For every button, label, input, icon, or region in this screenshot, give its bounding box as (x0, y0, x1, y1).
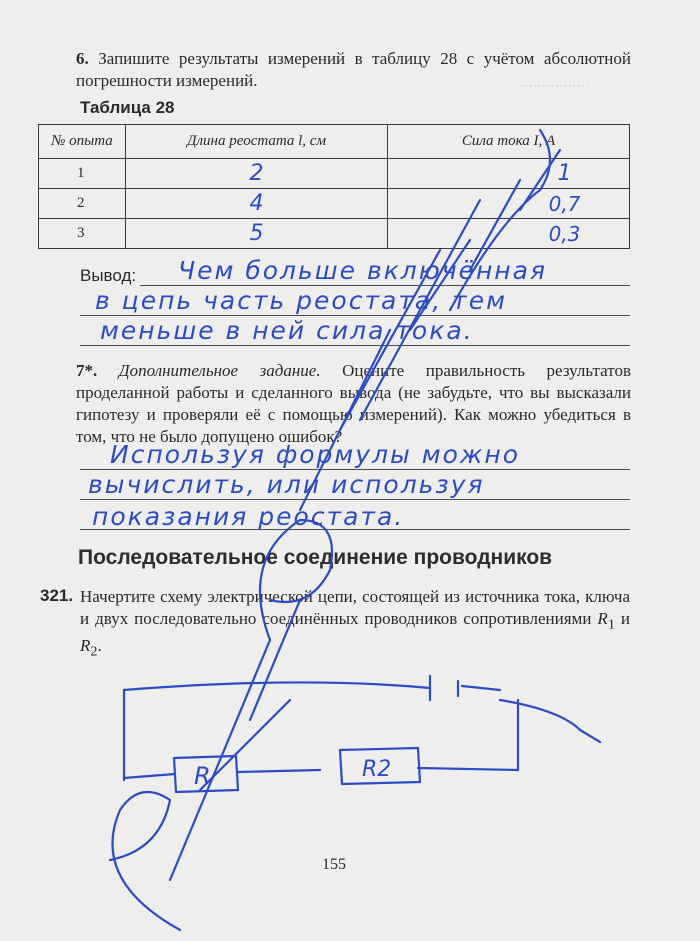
circuit-wire-bottom (418, 768, 518, 770)
circuit-wire-bottom (238, 770, 320, 772)
column-header: № опыта (39, 125, 126, 159)
current-value: 1 (388, 159, 630, 189)
answer-handwriting: показания реостата. (92, 502, 405, 531)
table-caption: Таблица 28 (80, 98, 175, 117)
r1-label: R (194, 762, 211, 790)
row-number: 2 (39, 189, 126, 219)
scribble-stroke (260, 520, 332, 640)
scribble-stroke (110, 792, 180, 930)
task-6-body: Запишите результаты измерений в таблицу 28 с учётом абсолютной погрешности измерений. (76, 49, 632, 90)
r2-label: R2 (362, 757, 392, 782)
conclusion-label: Вывод: (80, 266, 137, 285)
task-321-and: и (614, 609, 630, 628)
scribble-stroke (300, 250, 440, 510)
circuit-wire-top (462, 686, 500, 690)
task-7-body: Оцените правильность результатов проделанной работы и сделанного вывода (не забудьте, что вы высказали гипотезу и проверяли её с помощью измерений). Как можно убедиться в том, что не было допущено ошибок? (76, 361, 631, 446)
bleed-through-text: ················ (520, 78, 590, 93)
task-321-number: 321. (40, 586, 74, 605)
task-7-lead: Дополнительное задание. (118, 361, 321, 380)
conclusion-handwriting: в цепь часть реостата, тем (95, 286, 507, 315)
answer-handwriting: вычислить, или используя (88, 470, 485, 499)
r1-subscript: 1 (607, 616, 615, 633)
page-number: 155 (322, 856, 346, 873)
current-value: 0,3 (388, 219, 630, 249)
length-value: 5 (126, 219, 388, 249)
row-number: 3 (39, 219, 126, 249)
circuit-wire-bottom (124, 774, 175, 778)
circuit-switch (500, 700, 600, 742)
task-7-number: 7*. (76, 361, 98, 380)
r2-symbol: R (80, 636, 91, 656)
conclusion-handwriting: меньше в ней сила тока. (100, 316, 474, 345)
scribble-stroke (450, 130, 550, 310)
column-header: Длина реостата l, см (126, 125, 388, 159)
scribble-stroke (360, 200, 480, 420)
conclusion-handwriting: Чем больше включённая (178, 256, 548, 285)
column-header: Сила тока I, А (388, 125, 630, 159)
scribble-stroke (170, 600, 300, 880)
length-value: 2 (126, 159, 388, 189)
scribble-stroke (520, 150, 560, 210)
task-6-number: 6. (76, 49, 89, 68)
task-321-body: Начертите схему электрической цепи, состоящей из источника тока, ключа и двух последовательно соединённых проводников сопротивлениями (80, 587, 630, 628)
current-value: 0,7 (388, 189, 630, 219)
row-number: 1 (39, 159, 126, 189)
task-321-end: . (97, 636, 102, 656)
length-value: 4 (126, 189, 388, 219)
r2-subscript: 2 (90, 643, 98, 660)
section-heading: Последовательное соединение проводников (78, 546, 553, 569)
answer-handwriting: Используя формулы можно (110, 440, 521, 469)
circuit-wire-top (124, 682, 430, 690)
r1-symbol: R (597, 609, 608, 628)
